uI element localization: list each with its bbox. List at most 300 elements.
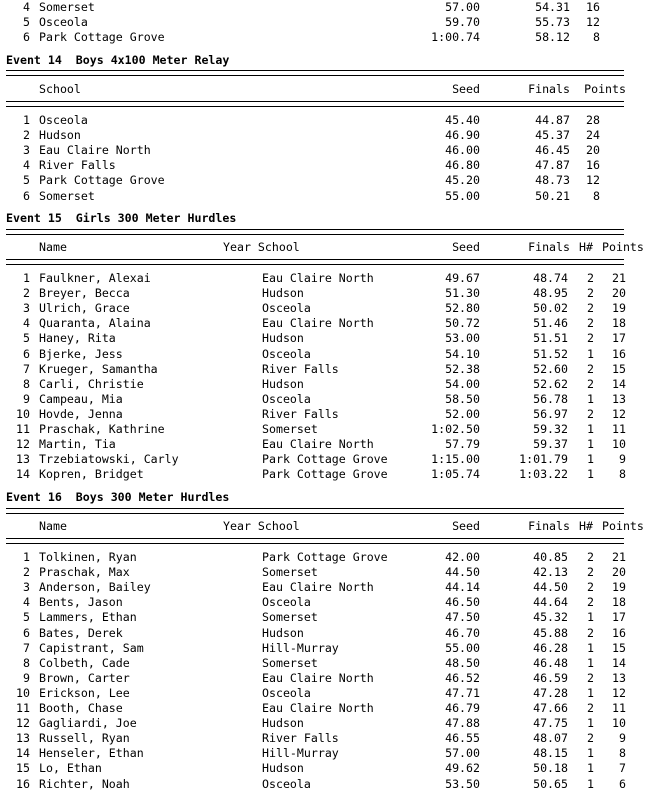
points-cell: 21 [612,271,626,285]
place-cell: 3 [23,580,30,595]
table-row [6,30,626,45]
points-cell: 11 [612,701,626,715]
event-14-title: Event 14 Boys 4x100 Meter Relay [6,53,230,67]
points-cell: 10 [612,716,626,731]
finals-cell: 58.12 [535,30,570,45]
heat-cell: 2 [587,670,594,685]
seed-cell: 46.80 [445,158,480,173]
place-cell: 5 [23,610,30,625]
seed-cell: 52.80 [445,301,480,316]
points-cell: 8 [593,30,600,45]
double-rule [6,70,624,76]
seed-cell: 45.40 [445,113,480,127]
place-cell: 4 [23,0,30,14]
points-cell: 20 [612,565,626,580]
heat-cell: 2 [587,625,594,640]
table-row [6,761,661,776]
place-cell: 6 [23,30,30,45]
place-cell: 11 [16,422,30,436]
heat-header: H# [579,519,593,533]
seed-cell: 1:15.00 [431,452,480,467]
athlete-name-cell: Hovde, Jenna [39,406,123,421]
points-cell: 12 [586,15,600,30]
finals-cell: 48.07 [533,731,568,746]
table-row [6,641,661,656]
table-row [6,15,626,30]
finals-cell: 55.73 [535,15,570,30]
seed-cell: 46.00 [445,143,480,158]
seed-cell: 55.00 [445,188,480,203]
athlete-name-cell: Lo, Ethan [39,761,102,776]
athlete-name-cell: Bents, Jason [39,595,123,610]
school-cell: Osceola [262,391,311,406]
heat-cell: 2 [587,731,594,746]
table-row [6,189,626,204]
seed-cell: 53.50 [445,776,480,791]
athlete-name-cell: Breyer, Becca [39,286,130,301]
school-cell: Hill-Murray [262,746,339,761]
seed-cell: 49.62 [445,761,480,776]
place-cell: 4 [23,316,30,331]
school-cell: Eau Claire North [262,316,374,331]
points-cell: 10 [612,437,626,452]
place-cell: 13 [16,452,30,467]
event-15-header [6,240,661,255]
athlete-name-cell: Anderson, Bailey [39,580,151,595]
table-row [6,271,661,286]
points-cell: 9 [619,731,626,746]
points-cell: 16 [586,158,600,173]
points-cell: 11 [612,422,626,436]
heat-cell: 1 [587,655,594,670]
table-row [6,550,661,565]
seed-cell: 1:00.74 [431,30,480,45]
heat-cell: 2 [587,406,594,421]
heat-cell: 2 [587,580,594,595]
finals-cell: 45.37 [535,128,570,143]
finals-cell: 54.31 [535,0,570,14]
school-cell: Hudson [262,716,304,731]
athlete-name-cell: Kopren, Bridget [39,467,144,482]
athlete-name-cell: Lammers, Ethan [39,610,137,625]
table-row [6,331,661,346]
finals-cell: 47.66 [533,701,568,715]
table-row [6,565,661,580]
heat-cell: 2 [587,286,594,301]
school-cell: Hudson [262,331,304,346]
points-cell: 6 [619,776,626,791]
seed-cell: 50.72 [445,316,480,331]
table-row [6,716,661,731]
seed-cell: 52.00 [445,406,480,421]
place-cell: 12 [16,716,30,731]
place-cell: 11 [16,701,30,715]
table-row [6,580,661,595]
school-cell: Eau Claire North [262,670,374,685]
school-header: School [39,82,81,96]
finals-cell: 47.75 [533,716,568,731]
athlete-name-cell: Krueger, Samantha [39,361,158,376]
table-row [6,626,661,641]
points-header: Points [602,519,644,533]
heat-cell: 1 [587,640,594,655]
place-cell: 3 [23,301,30,316]
seed-cell: 52.38 [445,361,480,376]
points-cell: 8 [619,746,626,761]
points-cell: 9 [619,452,626,467]
points-cell: 14 [612,655,626,670]
finals-cell: 50.65 [533,776,568,791]
heat-cell: 2 [587,701,594,715]
table-row [6,746,661,761]
place-cell: 1 [23,550,30,564]
finals-cell: 52.62 [533,376,568,391]
heat-cell: 1 [587,437,594,452]
table-row [6,731,661,746]
seed-cell: 55.00 [445,640,480,655]
year-school-header: Year School [223,240,300,254]
school-cell: Hudson [262,761,304,776]
finals-cell: 48.73 [535,173,570,188]
points-header: Points [584,82,626,96]
points-cell: 17 [612,331,626,346]
finals-cell: 46.48 [533,655,568,670]
school-cell: Park Cottage Grove [262,550,388,564]
table-row [6,467,661,482]
seed-cell: 57.00 [445,0,480,14]
seed-cell: 54.00 [445,376,480,391]
heat-cell: 1 [587,391,594,406]
school-cell: Osceola [262,346,311,361]
event-16-title: Event 16 Boys 300 Meter Hurdles [6,490,230,504]
finals-cell: 50.02 [533,301,568,316]
place-cell: 2 [23,128,30,143]
points-cell: 16 [612,625,626,640]
table-row [6,158,626,173]
school-cell: Eau Claire North [262,580,374,595]
heat-cell: 2 [587,376,594,391]
place-cell: 5 [23,331,30,346]
athlete-name-cell: Brown, Carter [39,670,130,685]
seed-cell: 59.70 [445,15,480,30]
seed-cell: 44.50 [445,565,480,580]
points-cell: 12 [612,406,626,421]
finals-cell: 47.28 [533,685,568,700]
place-cell: 10 [16,406,30,421]
school-cell: Hudson [262,376,304,391]
finals-cell: 56.78 [533,391,568,406]
place-cell: 6 [23,346,30,361]
school-cell: Osceola [262,776,311,791]
heat-cell: 1 [587,685,594,700]
school-cell: Somerset [262,655,318,670]
school-cell: Eau Claire North [262,701,374,715]
athlete-name-cell: Colbeth, Cade [39,655,130,670]
finals-cell: 46.59 [533,670,568,685]
athlete-name-cell: Martin, Tia [39,437,116,452]
table-row [6,173,626,188]
school-cell: Park Cottage Grove [262,452,388,467]
points-cell: 28 [586,113,600,127]
school-cell: Eau Claire North [262,271,374,285]
seed-cell: 1:05.74 [431,467,480,482]
double-rule [6,538,624,544]
heat-header: H# [579,240,593,254]
school-cell: Eau Claire North [39,143,151,158]
heat-cell: 1 [587,761,594,776]
seed-cell: 54.10 [445,346,480,361]
heat-cell: 2 [587,331,594,346]
school-cell: Hudson [39,128,81,143]
table-row [6,595,661,610]
points-cell: 19 [612,580,626,595]
athlete-name-cell: Faulkner, Alexai [39,271,151,285]
heat-cell: 1 [587,467,594,482]
heat-cell: 2 [587,271,594,285]
seed-cell: 47.71 [445,685,480,700]
table-row [6,286,661,301]
finals-header: Finals [528,240,570,254]
school-cell: Somerset [39,188,95,203]
finals-cell: 46.45 [535,143,570,158]
school-cell: Somerset [39,0,95,14]
double-rule [6,259,624,265]
table-row [6,301,661,316]
heat-cell: 2 [587,595,594,610]
seed-cell: 46.52 [445,670,480,685]
heat-cell: 1 [587,776,594,791]
school-cell: Osceola [39,15,88,30]
table-row [6,671,661,686]
place-cell: 2 [23,565,30,580]
points-cell: 16 [612,346,626,361]
finals-cell: 48.15 [533,746,568,761]
double-rule [6,508,624,514]
points-cell: 15 [612,640,626,655]
table-row [6,437,661,452]
finals-cell: 45.32 [533,610,568,625]
athlete-name-cell: Russell, Ryan [39,731,130,746]
finals-cell: 44.64 [533,595,568,610]
year-school-header: Year School [223,519,300,533]
finals-cell: 52.60 [533,361,568,376]
seed-header: Seed [452,240,480,254]
seed-cell: 46.79 [445,701,480,715]
athlete-name-cell: Gagliardi, Joe [39,716,137,731]
finals-cell: 42.13 [533,565,568,580]
seed-cell: 45.20 [445,173,480,188]
table-row [6,686,661,701]
points-cell: 13 [612,670,626,685]
finals-cell: 47.87 [535,158,570,173]
place-cell: 5 [23,173,30,188]
points-cell: 19 [612,301,626,316]
points-cell: 14 [612,376,626,391]
place-cell: 2 [23,286,30,301]
heat-cell: 2 [587,316,594,331]
finals-cell: 44.50 [533,580,568,595]
points-cell: 13 [612,391,626,406]
athlete-name-cell: Carli, Christie [39,376,144,391]
points-cell: 24 [586,128,600,143]
school-cell: Osceola [262,595,311,610]
seed-cell: 46.50 [445,595,480,610]
athlete-name-cell: Erickson, Lee [39,685,130,700]
heat-cell: 2 [587,565,594,580]
finals-cell: 50.21 [535,188,570,203]
table-row [6,362,661,377]
place-cell: 7 [23,361,30,376]
finals-cell: 51.46 [533,316,568,331]
table-row [6,452,661,467]
athlete-name-cell: Bates, Derek [39,625,123,640]
athlete-name-cell: Praschak, Max [39,565,130,580]
points-cell: 7 [619,761,626,776]
athlete-name-cell: Richter, Noah [39,776,130,791]
place-cell: 1 [23,271,30,285]
heat-cell: 1 [587,746,594,761]
school-cell: Park Cottage Grove [262,467,388,482]
place-cell: 1 [23,113,30,127]
heat-cell: 1 [587,346,594,361]
event-15-title: Event 15 Girls 300 Meter Hurdles [6,211,237,225]
finals-cell: 40.85 [533,550,568,564]
place-cell: 8 [23,376,30,391]
school-cell: River Falls [262,406,339,421]
finals-cell: 51.52 [533,346,568,361]
finals-cell: 59.32 [533,422,568,436]
place-cell: 4 [23,595,30,610]
finals-cell: 1:01.79 [519,452,568,467]
heat-cell: 2 [587,361,594,376]
table-row [6,347,661,362]
seed-cell: 51.30 [445,286,480,301]
points-cell: 18 [612,316,626,331]
school-cell: Hill-Murray [262,640,339,655]
finals-cell: 50.18 [533,761,568,776]
points-cell: 8 [593,188,600,203]
seed-cell: 44.14 [445,580,480,595]
place-cell: 16 [16,776,30,791]
table-row [6,777,661,792]
name-header: Name [39,240,67,254]
athlete-name-cell: Henseler, Ethan [39,746,144,761]
seed-header: Seed [452,519,480,533]
seed-cell: 47.88 [445,716,480,731]
finals-cell: 46.28 [533,640,568,655]
place-cell: 13 [16,731,30,746]
place-cell: 8 [23,655,30,670]
points-cell: 20 [612,286,626,301]
table-row [6,128,626,143]
heat-cell: 2 [587,301,594,316]
points-cell: 20 [586,143,600,158]
seed-cell: 46.55 [445,731,480,746]
table-row [6,377,661,392]
finals-cell: 51.51 [533,331,568,346]
finals-cell: 44.87 [535,113,570,127]
seed-cell: 46.90 [445,128,480,143]
points-cell: 16 [586,0,600,14]
athlete-name-cell: Praschak, Kathrine [39,422,165,436]
points-cell: 12 [586,173,600,188]
points-cell: 12 [612,685,626,700]
finals-cell: 56.97 [533,406,568,421]
athlete-name-cell: Ulrich, Grace [39,301,130,316]
table-row [6,113,626,128]
points-cell: 21 [612,550,626,564]
seed-cell: 57.79 [445,437,480,452]
seed-cell: 49.67 [445,271,480,285]
school-cell: River Falls [262,731,339,746]
table-row [6,392,661,407]
table-row [6,422,661,437]
table-row [6,407,661,422]
school-cell: Eau Claire North [262,437,374,452]
school-cell: River Falls [39,158,116,173]
heat-cell: 1 [587,422,594,436]
heat-cell: 1 [587,716,594,731]
place-cell: 9 [23,391,30,406]
school-cell: Somerset [262,565,318,580]
event-14-header [6,82,626,97]
place-cell: 12 [16,437,30,452]
heat-cell: 1 [587,610,594,625]
seed-cell: 1:02.50 [431,422,480,436]
seed-cell: 47.50 [445,610,480,625]
school-cell: Osceola [262,301,311,316]
event-16-header [6,519,661,534]
school-cell: Somerset [262,422,318,436]
seed-cell: 53.00 [445,331,480,346]
athlete-name-cell: Campeau, Mia [39,391,123,406]
table-row [6,656,661,671]
place-cell: 14 [16,467,30,482]
place-cell: 6 [23,625,30,640]
athlete-name-cell: Haney, Rita [39,331,116,346]
points-header: Points [602,240,644,254]
name-header: Name [39,519,67,533]
school-cell: Park Cottage Grove [39,173,165,188]
athlete-name-cell: Tolkinen, Ryan [39,550,137,564]
double-rule [6,101,624,107]
points-cell: 15 [612,361,626,376]
seed-cell: 57.00 [445,746,480,761]
table-row [6,0,626,15]
table-row [6,143,626,158]
school-cell: Osceola [262,685,311,700]
finals-cell: 48.95 [533,286,568,301]
finals-cell: 48.74 [533,271,568,285]
school-cell: Osceola [39,113,88,127]
athlete-name-cell: Bjerke, Jess [39,346,123,361]
seed-cell: 48.50 [445,655,480,670]
finals-header: Finals [528,519,570,533]
place-cell: 14 [16,746,30,761]
finals-cell: 45.88 [533,625,568,640]
seed-header: Seed [452,82,480,96]
finals-cell: 1:03.22 [519,467,568,482]
seed-cell: 58.50 [445,391,480,406]
place-cell: 7 [23,640,30,655]
finals-header: Finals [528,82,570,96]
school-cell: Hudson [262,625,304,640]
table-row [6,701,661,716]
athlete-name-cell: Capistrant, Sam [39,640,144,655]
double-rule [6,229,624,235]
seed-cell: 46.70 [445,625,480,640]
athlete-name-cell: Booth, Chase [39,701,123,715]
